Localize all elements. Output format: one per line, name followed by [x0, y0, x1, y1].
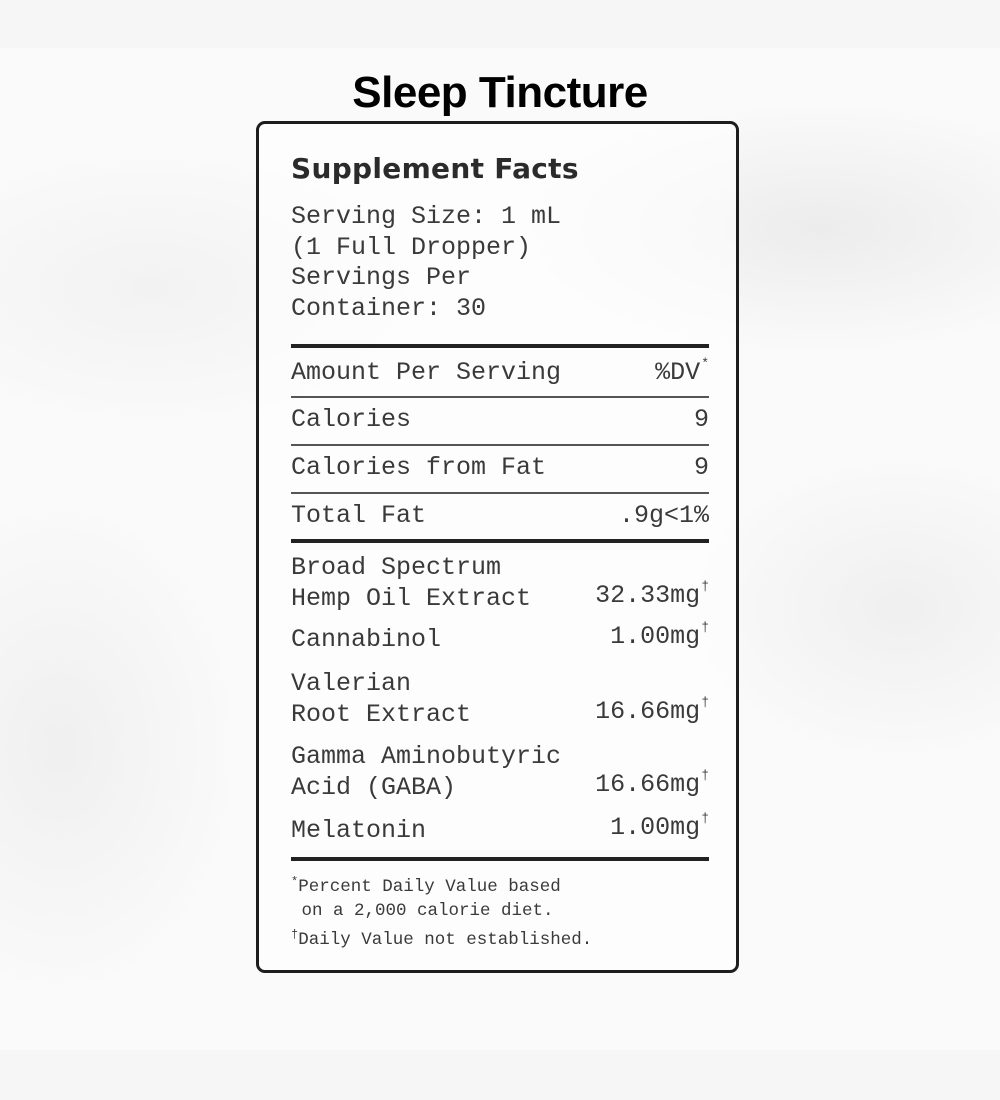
divider-thin: [291, 492, 709, 494]
serving-line: (1 Full Dropper): [291, 232, 532, 262]
ingredient-amount: 1.00mg†: [610, 620, 709, 651]
nutrient-value: 9: [693, 405, 709, 434]
nutrient-value: .9g<1%: [618, 501, 709, 530]
serving-line: Serving Size: 1 mL: [291, 202, 562, 231]
ingredient-amount: 16.66mg†: [595, 768, 709, 799]
ingredient-row-cannabinol: [291, 620, 709, 655]
ingredient-row-melatonin: [291, 811, 709, 846]
ingredient-name: Valerian Root Extract: [291, 669, 472, 729]
amount-per-serving-label: Amount Per Serving: [291, 358, 562, 387]
ingredient-amount: 1.00mg†: [610, 811, 709, 842]
ingredient-row-gaba: [291, 741, 709, 803]
ingredient-name: Melatonin: [291, 816, 427, 845]
dv-header: %DV*: [655, 356, 709, 387]
divider-thick: [291, 344, 709, 348]
ingredient-name: Broad Spectrum Hemp Oil Extract: [291, 553, 532, 613]
serving-info: [291, 202, 561, 324]
serving-line: Container: 30: [291, 293, 487, 323]
ingredient-row-valerian: [291, 668, 709, 730]
serving-line: Servings Per: [291, 263, 472, 292]
nutrient-name: Total Fat: [291, 501, 427, 530]
ingredient-amount: 16.66mg†: [595, 695, 709, 726]
supplement-facts-panel: [256, 121, 739, 973]
divider-thick: [291, 539, 709, 543]
divider-thin: [291, 396, 709, 398]
product-title: Sleep Tincture: [352, 68, 648, 117]
nutrient-value: 9: [693, 453, 709, 482]
ingredient-amount: 32.33mg†: [595, 579, 709, 610]
ingredient-name: Cannabinol: [291, 625, 442, 654]
footnote-daily-value: *Percent Daily Value based on a 2,000 calorie diet.: [291, 875, 561, 921]
ingredient-row-hemp-oil: [291, 552, 709, 614]
facts-heading: Supplement Facts: [291, 152, 579, 185]
nutrient-name: Calories: [291, 405, 412, 434]
divider-thin: [291, 444, 709, 446]
ingredient-name: Gamma Aminobutyric Acid (GABA): [291, 742, 562, 802]
divider-thick: [291, 857, 709, 861]
footnote-not-established: †Daily Value not established.: [291, 928, 593, 950]
nutrient-name: Calories from Fat: [291, 453, 547, 482]
